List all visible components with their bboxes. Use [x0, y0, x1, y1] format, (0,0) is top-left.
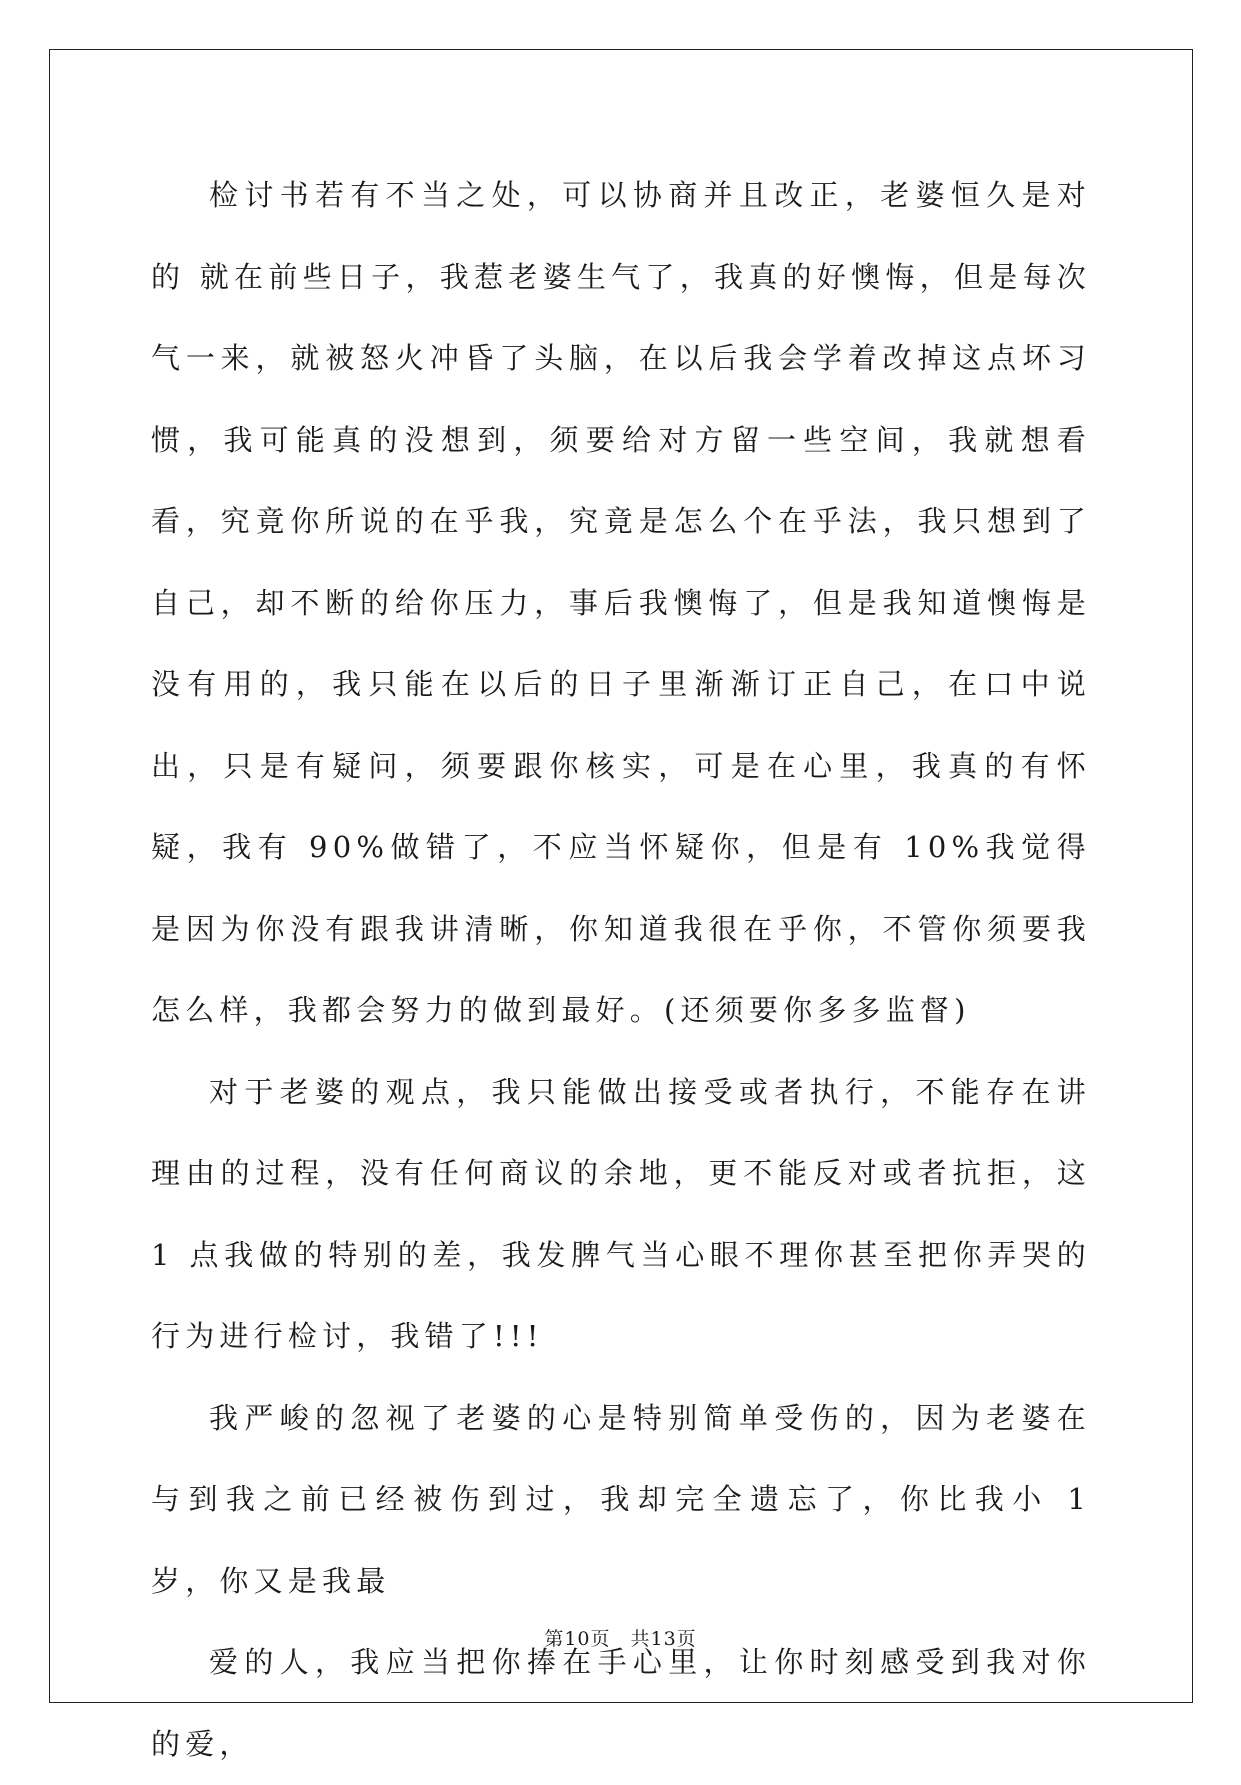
- page-total: 共13页: [630, 1628, 697, 1650]
- document-body: [151, 155, 1091, 1785]
- paragraph-2: 对于老婆的观点，我只能做出接受或者执行，不能存在讲理由的过程，没有任何商议的余地，更不能反对或者抗拒，这 1 点我做的特别的差，我发脾气当心眼不理你甚至把你弄哭的行为进行检讨，我错了!!!: [151, 1074, 1091, 1353]
- paragraph-1: 检讨书若有不当之处，可以协商并且改正，老婆恒久是对的 就在前些日子，我惹老婆生气了，我真的好懊悔，但是每次气一来，就被怒火冲昏了头脑，在以后我会学着改掉这点坏习惯，我可能真的没想到，须要给对方留一些空间，我就想看看，究竟你所说的在乎我，究竟是怎么个在乎法，我只想到了自己，却不断的给你压力，事后我懊悔了，但是我知道懊悔是没有用的，我只能在以后的日子里渐渐订正自己，在口中说出，只是有疑问，须要跟你核实，可是在心里，我真的有怀疑，我有 90%做错了，不应当怀疑你，但是有 10%我觉得是因为你没有跟我讲清晰，你知道我很在乎你，不管你须要我怎么样，我都会努力的做到最好。(还须要你多多监督): [151, 178, 1091, 1027]
- page-number: 第10页: [544, 1628, 611, 1650]
- page-footer: [0, 1624, 1241, 1651]
- paragraph-4: 爱的人，我应当把你捧在手心里，让你时刻感受到我对你的爱，: [151, 1645, 1091, 1761]
- paragraph-3: 我严峻的忽视了老婆的心是特别简单受伤的，因为老婆在与到我之前已经被伤到过，我却完全遗忘了，你比我小 1 岁，你又是我最: [151, 1400, 1091, 1598]
